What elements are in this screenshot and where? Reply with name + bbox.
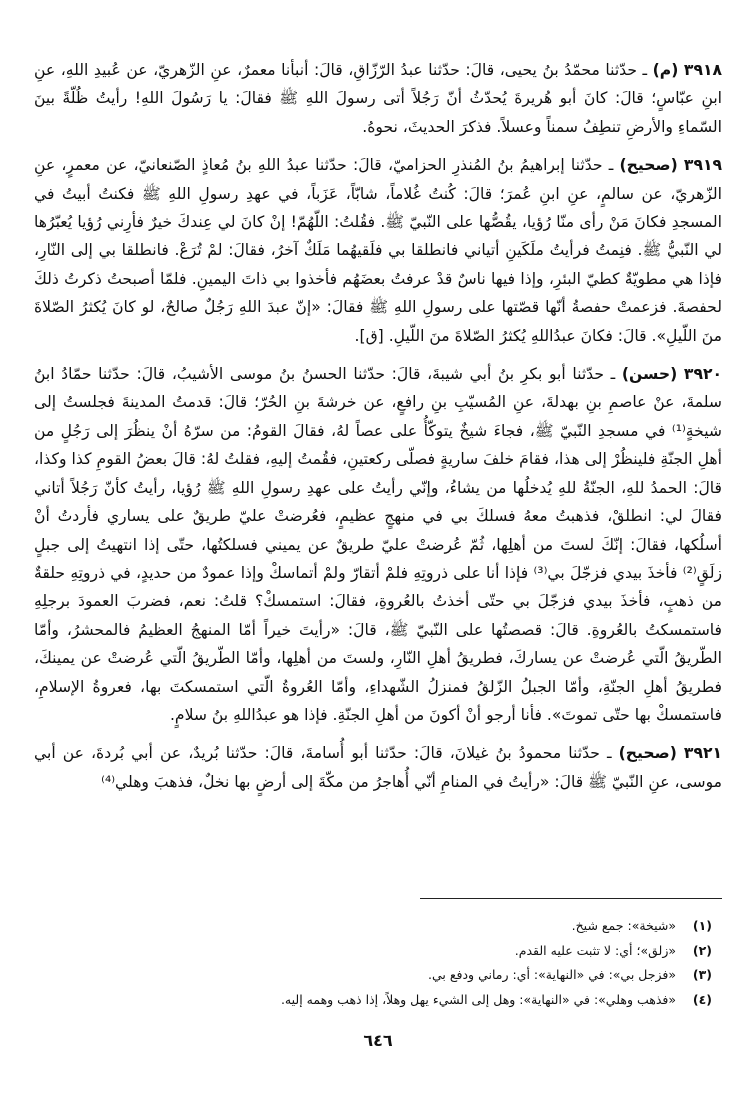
hadith-text: ـ حدّثنا محمّدُ بنُ يحيى، قالَ: حدّثنا عبدُ الرّزّاقِ، قالَ: أنبأنا معمرٌ، عنِ الزّهريّ، عن عُبيدِ اللهِ، عنِ ابنِ عبّاسٍ؛ قالَ: كانَ أبو هُريرةَ يُحدّثُ أنّ رَجُلاً أتى رسولَ اللهِ ﷺ فقالَ: يا رَسُولَ اللهِ! رأيتُ ظُلّةً بينَ السّماءِ والأرضِ تنطِفُ سمناً وعسلاً. فذكرَ الحديثَ، نحوهُ. xyxy=(34,61,722,136)
hadith-text: ـ حدّثنا أبو بكرِ بنُ أبي شيبةَ، قالَ: حدّثنا الحسنُ بنُ موسى الأشيبُ، قالَ: حدّثنا حمّادُ ابنُ سلمةَ، عنْ عاصمِ بنِ بهدلةَ، عنِ المُسيّبِ بنِ رافعٍ، عن خرشةَ بنِ الحُرّ؛ قالَ: قدمتُ المدينةَ فجلستُ إلى شيخةٍ⁽¹⁾ في مسجدِ النّبيّ ﷺ، فجاءَ شيخٌ يتوكّأُ على عصاً لهُ، فقالَ القومُ: من سرّهُ أنْ ينظُرَ إلى رَجُلٍ من أهلِ الجنّةِ فلينظُرْ إلى هذا، فقامَ خلفَ ساريةٍ فصلّى ركعتينِ، فقُمتُ إليهِ، فقلتُ لهُ: قالَ بعضُ القومِ كذا وكذا، قالَ: الحمدُ للهِ، الجنّةُ للهِ يُدخلُها من يشاءُ، وإنّي رأيتُ على عهدِ رسولِ اللهِ ﷺ رُؤيا، رأيتُ كأنّ رَجُلاً أتاني فقالَ لي: انطلقْ، فذهبتُ معهُ فسلكَ بي في منهجٍ عظيمٍ، فعُرضتْ عليّ طريقٌ على يساري فأردتُ أنْ أسلُكها، فقالَ: إنّكَ لستَ من أهلِها، ثُمّ عُرضتْ عليّ طريقٌ عن يميني فسلكتُها، حتّى إذا انتهيتُ إلى جبلٍ زلَقٍ⁽²⁾ فأخذَ بيدي فزجّلَ بي⁽³⁾ فإذا أنا على ذروتِهِ فلمْ أتقارّ ولمْ أتماسكْ وإذا عمودٌ من حديدٍ، في ذروتِهِ حلقةٌ من ذهبٍ، فأخذَ بيدي فزجّلَ بي حتّى أخذتُ بالعُروةِ، فقالَ: استمسكْ؟ قلتُ: نعم، فضربَ العمودَ برجلِهِ فاستمسكتُ بالعُروةِ. قالَ: قصصتُها على النّبيّ ﷺ، قالَ: «رأيتَ خيراً أمّا المنهجُ العظيمُ فالمحشرُ، وأمّا الطّريقُ الّتي عُرضتْ عن يساركَ، فطريقُ أهلِ النّارِ، ولستَ من أهلِها، وأمّا الطّريقُ الّتي عُرضتْ عن يمينكَ، فطريقُ أهلِ الجنّةِ، وأمّا الجبلُ الزّلقُ فمنزلُ الشّهداءِ، وأمّا العُروةُ الّتي استمسكتَ بها، فعروةُ الإسلامِ، فاستمسكْ بها حتّى تموتَ». فأنا أرجو أنْ أكونَ من أهلِ الجنّةِ. فإذا هو عبدُاللهِ بنُ سلامٍ. xyxy=(34,365,722,724)
footnote xyxy=(34,939,712,964)
page-number: ٦٤٦ xyxy=(363,1031,393,1050)
footnote-number: (٣) xyxy=(692,967,712,982)
hadith-grade: (صحيح) xyxy=(619,156,678,175)
hadith-3918 xyxy=(34,56,722,141)
footnote-text: «شيخة»: جمع شيخ. xyxy=(571,918,677,933)
hadith-grade: (صحيح) xyxy=(618,744,677,763)
hadith-3919 xyxy=(34,151,722,350)
hadith-text: ـ حدّثنا إبراهيمُ بنُ المُنذرِ الحزاميّ، قالَ: حدّثنا عبدُ اللهِ بنُ مُعاذٍ الصّنعانيّ، عن معمرٍ، عنِ الزّهريّ، عن سالمٍ، عنِ ابنِ عُمرَ؛ قالَ: كُنتُ غُلاماً، شابّاً، عَزَباً، في عهدِ رسولِ اللهِ ﷺ فكنتُ أبيتُ في المسجدِ فكانَ مَنْ رأى منّا رُؤيا، يقُصُّها على النّبيّ ﷺ. فقُلتُ: اللّهُمّ! إنْ كانَ لي عِندكَ خيرٌ فأرِني رُؤيا يُعبّرُها لي النّبيُّ ﷺ. فنِمتُ فرأيتُ ملَكَينِ أتياني فانطلقا بي فلَقيهُما مَلَكٌ آخرُ، فقالَ: لمْ تُرَعْ. فانطلقا بي إلى النّارِ، فإذا هي مطويّةٌ كطيّ البئرِ، وإذا فيها ناسٌ قدْ عرفتُ بعضَهُم فأخذوا بي ذاتَ اليمينِ. فلمّا أصبحتُ ذكرتُ ذلكَ لحفصةَ. فزعمتْ حفصةُ أنّها قصّتها على رسولِ اللهِ ﷺ فقالَ: «إنّ عبدَ اللهِ رَجُلٌ صالحٌ، لو كانَ يُكثرُ الصّلاةَ منَ اللّيلِ». قالَ: فكانَ عبدُاللهِ يُكثرُ الصّلاةَ منَ اللّيلِ. [ق]. xyxy=(34,156,722,345)
footnote-number: (١) xyxy=(692,918,712,933)
hadith-grade: (م) xyxy=(652,61,679,79)
footnote xyxy=(34,914,712,939)
footnote-divider xyxy=(420,898,722,899)
hadith-number: ٣٩٢٠ xyxy=(683,365,722,384)
footnote-text: «فذهب وهلي»: في «النهاية»: وهل إلى الشيء يهل وهلاً، إذا ذهب وهمه إليه. xyxy=(280,991,677,1007)
hadith-3921 xyxy=(34,739,722,796)
footnote-number: (٤) xyxy=(692,991,712,1007)
footnote xyxy=(34,963,712,988)
hadith-number: ٣٩٢١ xyxy=(683,744,722,763)
footnote-text: «زلق»؛ أي: لا تثبت عليه القدم. xyxy=(514,942,677,958)
hadith-number: ٣٩١٨ xyxy=(683,61,722,79)
footnote xyxy=(34,988,712,1013)
hadith-number: ٣٩١٩ xyxy=(683,156,722,175)
footnote-number: (٢) xyxy=(692,942,712,958)
hadith-grade: (حسن) xyxy=(621,365,678,384)
hadith-text: ـ حدّثنا محمودُ بنُ غيلانَ، قالَ: حدّثنا أبو أُسامةَ، قالَ: حدّثنا بُريدٌ، عن أبي بُردةَ، عن أبي موسى، عنِ النّبيّ ﷺ قالَ: «رأيتُ في المنامِ أنّي أُهاجرُ من مكّةَ إلى أرضٍ بها نخلٌ، فذهبَ وهلي⁽⁴⁾ xyxy=(34,744,722,791)
footnotes xyxy=(34,914,712,1012)
footnote-text: «فزجل بي»: في «النهاية»: أي: رماني ودفع بي. xyxy=(428,967,677,982)
hadith-3920 xyxy=(34,360,722,729)
